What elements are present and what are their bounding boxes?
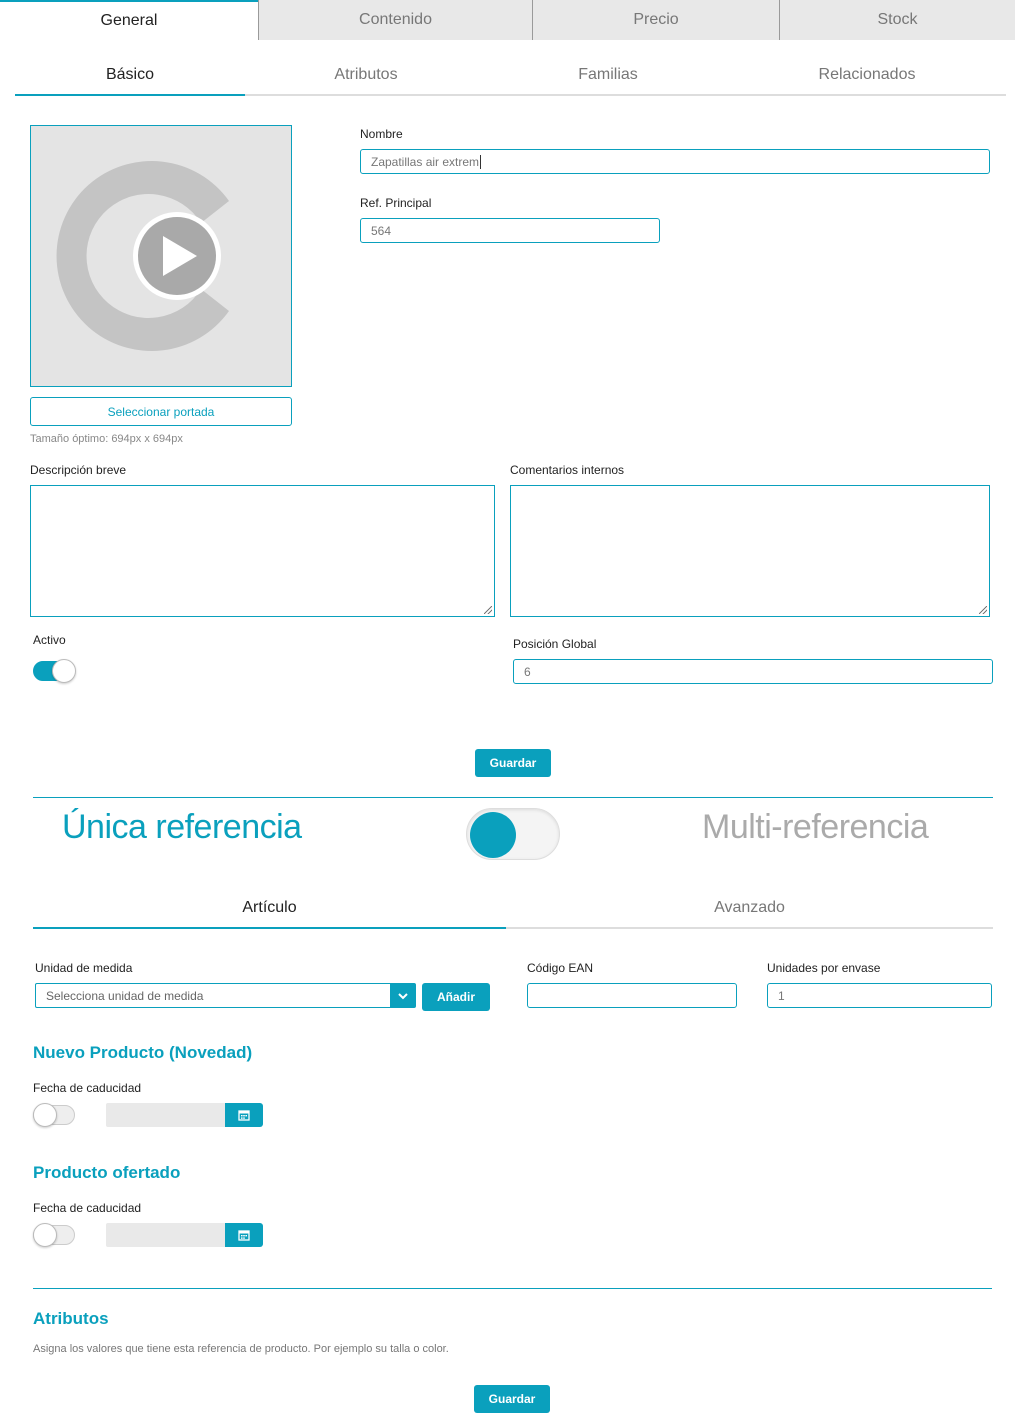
select-cover-button[interactable]: Seleccionar portada bbox=[30, 397, 292, 426]
toggle-knob bbox=[33, 1103, 57, 1127]
offer-product-title: Producto ofertado bbox=[33, 1163, 181, 1182]
save-button[interactable]: Guardar bbox=[475, 749, 551, 777]
unit-select[interactable]: Selecciona unidad de medida bbox=[35, 983, 416, 1008]
expiry-label: Fecha de caducidad bbox=[33, 1081, 142, 1095]
nombre-label: Nombre bbox=[360, 127, 403, 141]
tab-articulo[interactable]: Artículo bbox=[33, 888, 506, 929]
calendar-icon bbox=[238, 1229, 250, 1241]
add-unit-button[interactable]: Añadir bbox=[422, 983, 490, 1011]
divider bbox=[33, 797, 993, 798]
chevron-down-icon[interactable] bbox=[390, 984, 415, 1007]
attributes-title: Atributos bbox=[33, 1309, 109, 1328]
subtab-familias[interactable]: Familias bbox=[578, 66, 638, 83]
unit-label: Unidad de medida bbox=[35, 961, 133, 975]
text-cursor bbox=[480, 155, 481, 169]
multi-reference-label[interactable]: Multi-referencia bbox=[702, 808, 929, 846]
subtab-atributos[interactable]: Atributos bbox=[334, 66, 398, 83]
calendar-button[interactable] bbox=[225, 1223, 263, 1247]
offer-product-toggle[interactable] bbox=[33, 1225, 75, 1245]
play-logo-icon bbox=[31, 126, 291, 386]
subtab-relacionados[interactable]: Relacionados bbox=[818, 66, 916, 83]
resize-handle[interactable] bbox=[484, 606, 492, 614]
toggle-knob bbox=[52, 659, 76, 683]
tab-general[interactable]: General bbox=[0, 0, 258, 40]
new-product-date-input[interactable] bbox=[106, 1103, 225, 1127]
tab-avanzado[interactable]: Avanzado bbox=[714, 898, 785, 916]
article-tabs bbox=[33, 888, 993, 929]
top-tabs bbox=[0, 0, 1015, 40]
position-input[interactable]: 6 bbox=[513, 659, 993, 684]
attributes-help: Asigna los valores que tiene esta referencia de producto. Por ejemplo su talla o color. bbox=[33, 1343, 449, 1355]
comments-textarea[interactable] bbox=[510, 485, 990, 617]
subtab-basico[interactable]: Básico bbox=[15, 56, 245, 96]
tab-precio[interactable]: Precio bbox=[532, 0, 779, 40]
active-label: Activo bbox=[33, 633, 66, 647]
sub-tabs bbox=[15, 56, 1006, 96]
position-label: Posición Global bbox=[513, 637, 597, 651]
units-input[interactable]: 1 bbox=[767, 983, 992, 1008]
units-label: Unidades por envase bbox=[767, 961, 881, 975]
active-toggle[interactable] bbox=[33, 661, 75, 681]
desc-textarea[interactable] bbox=[30, 485, 495, 617]
toggle-knob bbox=[470, 812, 516, 858]
single-reference-label[interactable]: Única referencia bbox=[62, 808, 302, 846]
nombre-input[interactable]: Zapatillas air extrem bbox=[360, 149, 990, 174]
resize-handle[interactable] bbox=[979, 606, 987, 614]
optimal-size-hint: Tamaño óptimo: 694px x 694px bbox=[30, 433, 183, 445]
new-product-title: Nuevo Producto (Novedad) bbox=[33, 1043, 253, 1062]
divider bbox=[33, 1288, 992, 1289]
ref-input[interactable]: 564 bbox=[360, 218, 660, 243]
new-product-toggle[interactable] bbox=[33, 1105, 75, 1125]
expiry-label: Fecha de caducidad bbox=[33, 1201, 142, 1215]
save-button-attributes[interactable]: Guardar bbox=[474, 1385, 550, 1413]
ean-label: Código EAN bbox=[527, 961, 594, 975]
calendar-button[interactable] bbox=[225, 1103, 263, 1127]
toggle-knob bbox=[33, 1223, 57, 1247]
desc-label: Descripción breve bbox=[30, 463, 127, 477]
comments-label: Comentarios internos bbox=[510, 463, 625, 477]
reference-mode-toggle[interactable] bbox=[466, 808, 560, 860]
tab-stock[interactable]: Stock bbox=[779, 0, 1015, 40]
offer-product-date-input[interactable] bbox=[106, 1223, 225, 1247]
calendar-icon bbox=[238, 1109, 250, 1121]
ref-label: Ref. Principal bbox=[360, 196, 432, 210]
tab-contenido[interactable]: Contenido bbox=[258, 0, 532, 40]
ean-input[interactable] bbox=[527, 983, 737, 1008]
cover-image[interactable] bbox=[30, 125, 292, 387]
